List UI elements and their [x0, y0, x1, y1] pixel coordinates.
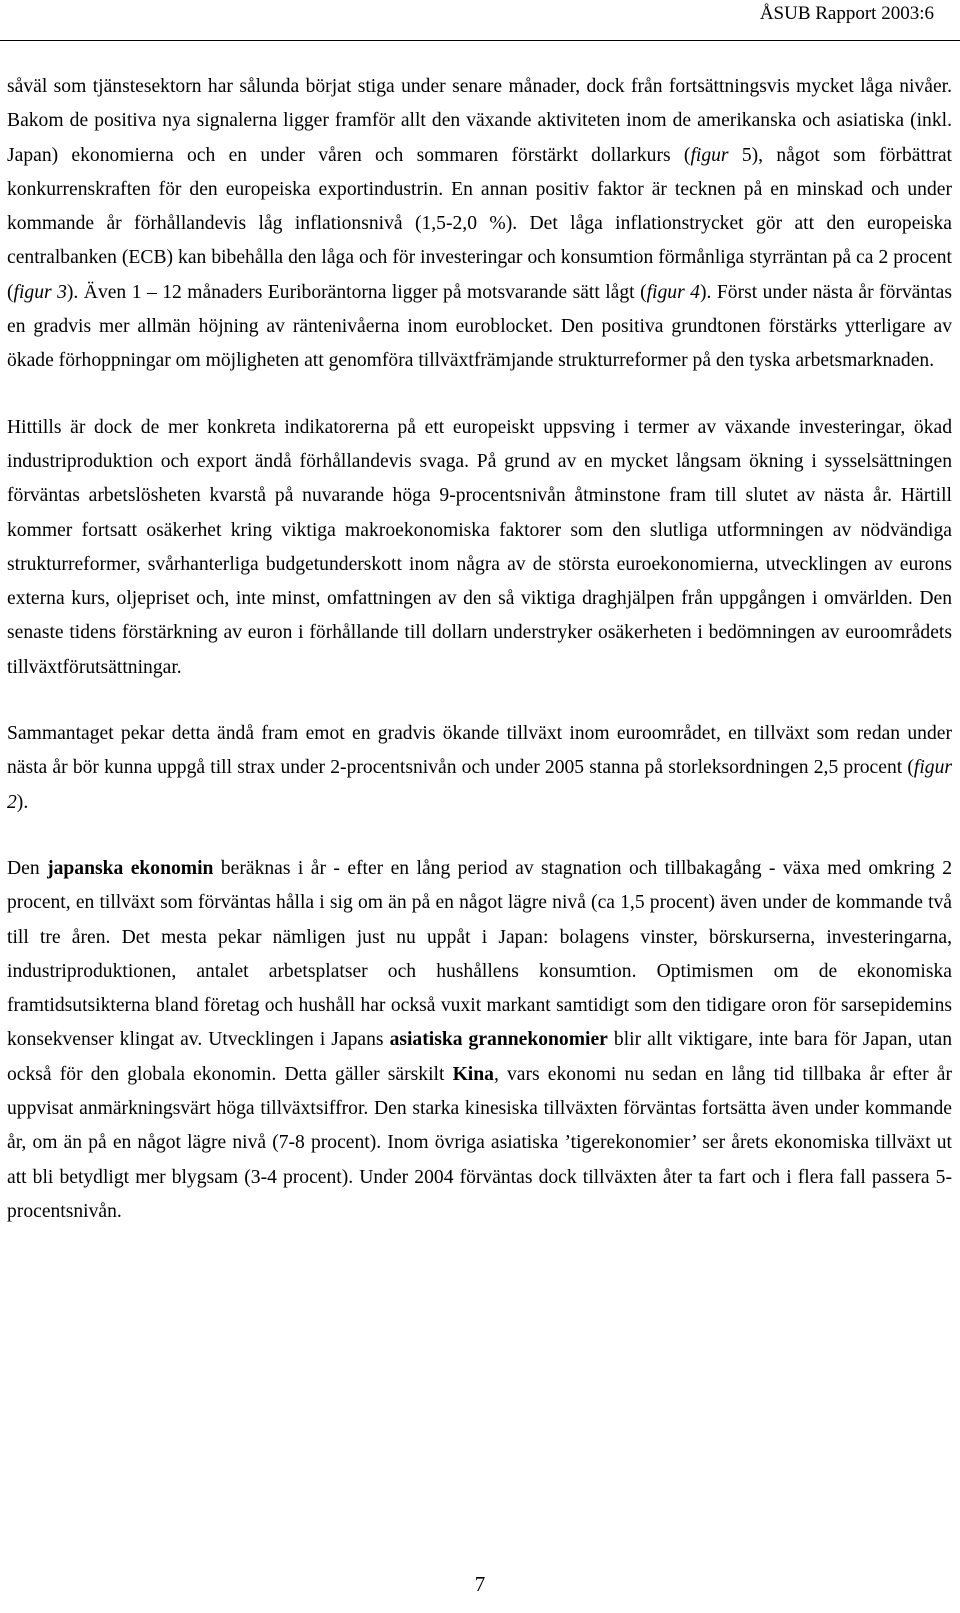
text-run: , vars ekonomi nu sedan en lång tid tillbaka år efter år uppvisat anmärkningsvärt höga tillväxtsiffror. Den starka kinesiska tillväxten förväntas fortsätta även under kommande år, om än på en något lägre nivå (7-8 procent). Inom övriga asiatiska ’tigerekonomier’ ser årets ekonomiska tillväxt ut att bli betydligt mer blygsam (3-4 procent). Under 2004 förväntas dock tillväxten åter ta fart och i flera fall passera 5-procentsnivån. — [7, 1063, 952, 1222]
emphasis-text: japanska ekonomin — [47, 857, 214, 879]
paragraph — [7, 70, 952, 379]
figure-reference: figur 3 — [13, 281, 67, 303]
text-run: Den — [7, 857, 48, 879]
figure-reference: figur 4 — [646, 281, 700, 303]
text-run: ). Först under nästa år förväntas en gradvis mer allmän höjning av räntenivåerna inom euroblocket. Den positiva grundtonen förstärks ytterligare av ökade förhoppningar om möjligheten att genomföra tillväxtfrämjande strukturreformer på den tyska arbetsmarknaden. — [7, 281, 952, 372]
page-number: 7 — [474, 1572, 486, 1596]
paragraph — [7, 411, 952, 685]
figure-reference: figur — [690, 144, 729, 166]
text-run: ). — [16, 791, 29, 813]
text-run: ). Även 1 – 12 månaders Euriboräntorna ligger på motsvarande sätt lågt ( — [66, 281, 647, 303]
figure-reference: figur 2 — [7, 757, 952, 813]
paragraph — [7, 852, 952, 1229]
text-run: 5), något som förbättrat konkurrenskraften för den europeiska exportindustrin. En annan positiv faktor är tecknen på en minskad och under kommande år förhållandevis låg inflationsnivå (1,5-2,0 %). Det låga inflationstrycket gör att den europeiska centralbanken (ECB) kan bibehålla den låga och för investeringar och konsumtion förmånliga styrräntan på ca 2 procent ( — [7, 144, 952, 303]
text-run: såväl som tjänstesektorn har sålunda börjat stiga under senare månader, dock från fortsättningsvis mycket låga nivåer. Bakom de positiva nya signalerna ligger framför allt den växande aktiviteten inom de amerikanska och asiatiska (inkl. Japan) ekonomierna och en under våren och sommaren förstärkt dollarkurs ( — [7, 76, 952, 166]
emphasis-text: asiatiska grannekonomier — [389, 1029, 608, 1051]
text-run: Hittills är dock de mer konkreta indikatorerna på ett europeiskt uppsving i termer av växande investeringar, ökad industriproduktion och export ändå förhållandevis svaga. På grund av en mycket långsam ökning i sysselsättningen förväntas arbetslösheten kvarstå på nuvarande höga 9-procentsnivån åtminstone fram till slutet av nästa år. Härtill kommer fortsatt osäkerhet kring viktiga makroekonomiska faktorer som den slutliga utformningen av nödvändiga strukturreformer, svårhanterliga budgetunderskott inom några av de största euroekonomierna, utvecklingen av eurons externa kurs, oljepriset och, inte minst, omfattningen av den så viktiga draghjälpen från uppgången i omvärlden. Den senaste tidens förstärkning av euron i förhållande till dollarn understryker osäkerheten i bedömningen av euroområdets tillväxtförutsättningar. — [7, 416, 952, 678]
text-run: blir allt viktigare, inte bara för Japan, utan också för den globala ekonomin. Detta gäller särskilt — [7, 1029, 953, 1085]
paragraph — [7, 717, 952, 820]
report-title: ÅSUB Rapport 2003:6 — [759, 3, 934, 24]
text-run: beräknas i år - efter en lång period av stagnation och tillbakagång - växa med omkring 2 procent, en tillväxt som förväntas hålla i sig om än på en något lägre nivå (ca 1,5 procent) även under de kommande två till tre åren. Det mesta pekar nämligen just nu uppåt i Japan: bolagens vinster, börskurserna, investeringarna, industriproduktionen, antalet arbetsplatser och hushållens konsumtion. Optimismen om de ekonomiska framtidsutsikterna bland företag och hushåll har också vuxit markant samtidigt som den tidigare oron för sarsepidemins konsekvenser klingat av. Utvecklingen i Japans — [7, 857, 952, 1051]
text-run: Sammantaget pekar detta ändå fram emot en gradvis ökande tillväxt inom euroområdet, en tillväxt som redan under nästa år bör kunna uppgå till strax under 2-procentsnivån och under 2005 stanna på storleksordningen 2,5 procent ( — [7, 723, 952, 779]
page-header — [0, 0, 960, 41]
body-text — [7, 70, 952, 1261]
emphasis-text: Kina — [452, 1063, 494, 1085]
